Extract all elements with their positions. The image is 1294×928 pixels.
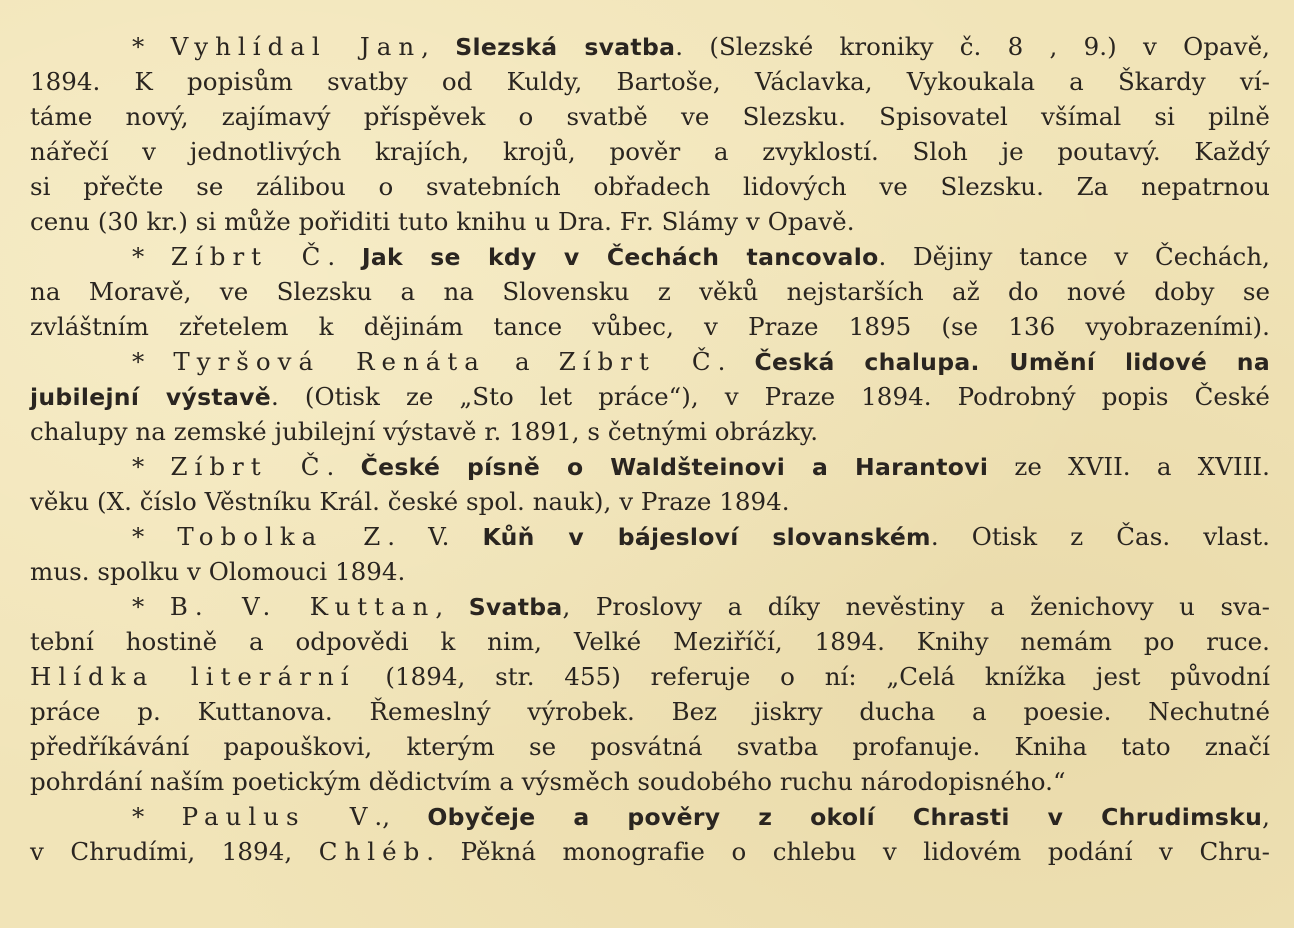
line-part: a <box>485 347 559 376</box>
line-part: * <box>132 32 171 61</box>
book-title: Obyčeje a pověry z okolí Chrasti v Chrudimsku <box>427 803 1263 831</box>
line-part: . <box>326 452 361 481</box>
line-part: práce p. Kuttanova. Řemeslný výrobek. Bez jiskry ducha a poesie. Nechutné <box>30 697 1270 726</box>
line-part: * <box>132 592 170 621</box>
line-part: ., <box>374 802 428 831</box>
line-part: cenu (30 kr.) si může pořiditi tuto knihu u Dra. Fr. Slámy v Opavě. <box>30 207 855 236</box>
text-line <box>30 625 1270 659</box>
line-part: mus. spolku v Olomouci 1894. <box>30 557 406 586</box>
line-part: 1894. K popisům svatby od Kuldy, Bartoše, Václavka, Vykoukala a Škardy ví- <box>30 67 1270 96</box>
book-title: České písně o Waldšteinovi a Harantovi <box>360 453 989 481</box>
text-line <box>30 730 1270 764</box>
line-part: . Otisk z Čas. vlast. <box>930 522 1270 551</box>
line-part: předříkávání papouškovi, kterým se posvátná svatba profanuje. Kniha tato značí <box>30 732 1270 761</box>
book-title: Česká chalupa. Umění lidové na <box>754 348 1270 376</box>
periodical-name: Hlídka literární <box>30 662 356 691</box>
line-part: . (Slezské kroniky č. 8 , 9.) v Opavě, <box>675 32 1270 61</box>
line-part: . Pěkná monografie o chlebu v lidovém podání v Chru- <box>426 837 1270 866</box>
text-line <box>30 170 1270 204</box>
text-line <box>132 240 1270 274</box>
text-line <box>30 415 1270 449</box>
line-part: * <box>132 242 171 271</box>
book-title: Svatba <box>468 593 563 621</box>
book-title: Kůň v bájesloví slovanském <box>482 523 931 551</box>
text-line <box>30 380 1270 414</box>
book-title: Jak se kdy v Čechách tancovalo <box>361 243 879 271</box>
author-name: Paulus V <box>181 802 375 831</box>
line-part: tební hostině a odpovědi k nim, Velké Meziříčí, 1894. Knihy nemám po ruce. <box>30 627 1270 656</box>
line-part: , <box>435 592 469 621</box>
line-part: na Moravě, ve Slezsku a na Slovensku z věků nejstarších až do nové doby se <box>30 277 1270 306</box>
text-line <box>30 65 1270 99</box>
line-part: zvláštním zřetelem k dějinám tance vůbec, v Praze 1895 (se 136 vyobrazeními). <box>30 312 1270 341</box>
author-name: Tyršová Renáta <box>173 347 486 376</box>
author-name: Zíbrt Č <box>170 452 327 481</box>
text-line <box>132 30 1270 64</box>
line-part: v Chrudími, 1894, <box>30 837 319 866</box>
line-part: ze XVII. a XVIII. <box>988 452 1270 481</box>
text-line <box>30 765 1270 799</box>
line-part: . <box>327 242 362 271</box>
author-name: Vyhlídal Jan <box>170 32 422 61</box>
text-line <box>30 100 1270 134</box>
text-line <box>132 345 1270 379</box>
book-title: jubilejní výstavě <box>30 383 271 411</box>
line-part: . (Otisk ze „Sto let práce“), v Praze 1894. Podrobný popis České <box>270 382 1270 411</box>
line-part: * <box>132 802 182 831</box>
line-part: * <box>132 347 174 376</box>
author-name: B. V. Kuttan <box>169 592 436 621</box>
text-line <box>30 135 1270 169</box>
text-line <box>132 590 1270 624</box>
line-part: * <box>132 452 171 481</box>
line-part: . V. <box>387 522 483 551</box>
book-title: Slezská svatba <box>455 33 676 61</box>
line-part: . Dějiny tance v Čechách, <box>878 242 1270 271</box>
line-part: * <box>132 522 178 551</box>
line-part: táme nový, zajímavý příspěvek o svatbě ve Slezsku. Spisovatel všímal si pilně <box>30 102 1270 131</box>
text-line <box>30 205 1270 239</box>
text-line <box>30 310 1270 344</box>
text-line <box>30 835 1270 869</box>
line-part: , Proslovy a díky nevěstiny a ženichovy u sva- <box>562 592 1271 621</box>
keyword: Chléb <box>318 837 427 866</box>
author-name: Zíbrt Č <box>170 242 328 271</box>
author-name: Tobolka Z <box>177 522 388 551</box>
line-part: si přečte se zálibou o svatebních obřadech lidových ve Slezsku. Za nepatrnou <box>30 172 1270 201</box>
line-part: (1894, str. 455) referuje o ní: „Celá knížka jest původní <box>355 662 1270 691</box>
line-part: chalupy na zemské jubilejní výstavě r. 1891, s četnými obrázky. <box>30 417 819 446</box>
text-line <box>30 660 1270 694</box>
line-part: pohrdání naším poetickým dědictvím a výsměch soudobého ruchu národopisného.“ <box>30 767 1066 796</box>
text-line <box>30 695 1270 729</box>
author-name: Zíbrt Č <box>558 347 718 376</box>
text-line <box>132 450 1270 484</box>
text-line <box>30 275 1270 309</box>
text-line <box>132 800 1270 834</box>
line-part: . <box>717 347 755 376</box>
line-part: věku (X. číslo Věstníku Král. české spol. nauk), v Praze 1894. <box>30 487 790 516</box>
text-line <box>30 555 1270 589</box>
line-part: , <box>1262 802 1270 831</box>
text-line <box>30 485 1270 519</box>
line-part: nářečí v jednotlivých krajích, krojů, pověr a zvyklostí. Sloh je poutavý. Každý <box>30 137 1270 166</box>
text-line <box>132 520 1270 554</box>
line-part: , <box>421 32 456 61</box>
